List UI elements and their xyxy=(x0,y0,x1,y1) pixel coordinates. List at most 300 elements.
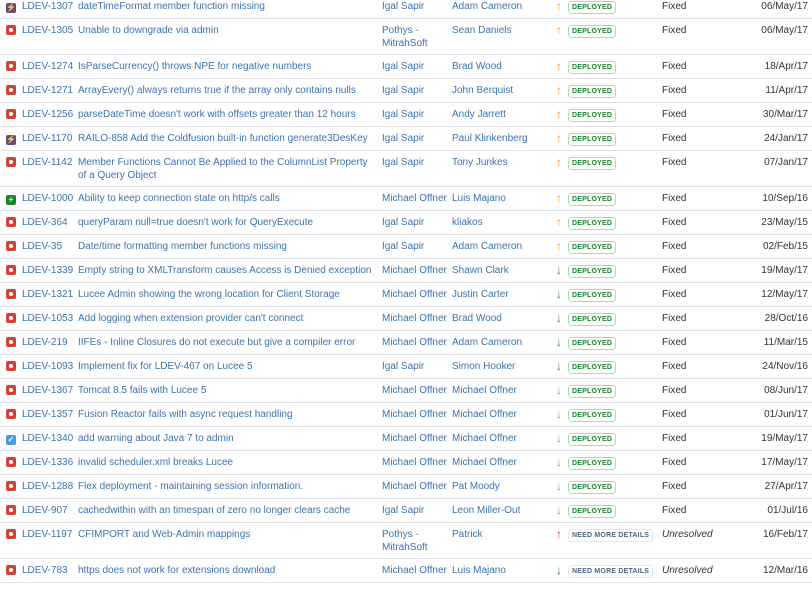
issue-reporter-link[interactable]: kliakos xyxy=(452,217,483,228)
issue-type-cell xyxy=(0,475,22,499)
issue-resolution-cell xyxy=(662,283,750,307)
issue-assignee-link[interactable]: Pothys - MitrahSoft xyxy=(382,25,428,49)
issue-assignee-link[interactable]: Igal Sapir xyxy=(382,361,425,372)
issue-reporter-link[interactable]: Patrick xyxy=(452,529,483,540)
issue-reporter-link[interactable]: Luis Majano xyxy=(452,193,506,204)
issue-summary-link[interactable]: dateTimeFormat member function missing xyxy=(78,1,265,12)
issue-reporter-link[interactable]: Tony Junkes xyxy=(452,157,508,168)
issue-reporter-link[interactable]: Shawn Clark xyxy=(452,265,509,276)
issue-resolution-cell xyxy=(662,523,750,559)
issue-resolution: Fixed xyxy=(662,193,687,204)
issue-resolution-cell xyxy=(662,475,750,499)
issue-row[interactable] xyxy=(0,151,812,187)
issue-row[interactable] xyxy=(0,499,812,523)
issue-resolution-cell xyxy=(662,451,750,475)
issue-assignee-cell xyxy=(382,331,452,355)
issue-summary-cell xyxy=(78,55,382,79)
issue-assignee-link[interactable]: Michael Offner xyxy=(382,481,447,492)
issue-resolution: Fixed xyxy=(662,109,687,120)
issue-reporter-link[interactable]: Adam Cameron xyxy=(452,337,523,348)
issue-key-cell xyxy=(22,259,78,283)
issue-priority-cell xyxy=(550,259,568,283)
issue-key-cell xyxy=(22,187,78,211)
issue-reporter-cell xyxy=(452,259,550,283)
issue-status-cell xyxy=(568,523,662,559)
issue-row[interactable] xyxy=(0,127,812,151)
issue-assignee-link[interactable]: Michael Offner xyxy=(382,457,447,468)
issue-date-cell xyxy=(750,103,812,127)
issue-type-cell xyxy=(0,187,22,211)
issue-priority-cell xyxy=(550,79,568,103)
issue-status-cell xyxy=(568,103,662,127)
issue-key-link[interactable]: LDEV-1274 xyxy=(22,61,74,72)
issue-resolution: Fixed xyxy=(662,1,687,12)
issue-key-cell xyxy=(22,451,78,475)
status-lozenge: DEPLOYED xyxy=(568,457,616,470)
issue-key-link[interactable]: LDEV-1340 xyxy=(22,433,74,444)
status-lozenge: NEED MORE DETAILS xyxy=(568,565,653,578)
issue-assignee-link[interactable]: Igal Sapir xyxy=(382,505,425,516)
issue-summary-link[interactable]: cachedwithin with an timespan of zero no longer clears cache xyxy=(78,505,351,516)
issue-key-link[interactable]: LDEV-1336 xyxy=(22,457,74,468)
issue-reporter-link[interactable]: Michael Offner xyxy=(452,385,517,396)
issue-summary-link[interactable]: parseDateTime doesn't work with offsets greater than 12 hours xyxy=(78,109,356,120)
status-lozenge: DEPLOYED xyxy=(568,289,616,302)
issue-date-cell xyxy=(750,355,812,379)
issue-assignee-link[interactable]: Michael Offner xyxy=(382,337,447,348)
issue-summary-cell xyxy=(78,355,382,379)
issue-priority-cell xyxy=(550,211,568,235)
issue-date-cell xyxy=(750,307,812,331)
issue-row[interactable] xyxy=(0,379,812,403)
issue-updated-date: 06/May/17 xyxy=(761,1,808,12)
issue-summary-cell xyxy=(78,451,382,475)
issue-reporter-link[interactable]: Simon Hooker xyxy=(452,361,516,372)
issue-status-cell xyxy=(568,0,662,19)
priority-critical-icon: ↑ xyxy=(556,527,562,541)
issue-row[interactable] xyxy=(0,559,812,583)
issue-resolution: Fixed xyxy=(662,361,687,372)
issue-summary-link[interactable]: Date/time formatting member functions missing xyxy=(78,241,287,252)
priority-minor-icon: ↓ xyxy=(556,359,562,373)
issue-summary-link[interactable]: Tomcat 8.5 fails with Lucee 5 xyxy=(78,385,207,396)
issue-assignee-cell xyxy=(382,103,452,127)
issue-row[interactable] xyxy=(0,475,812,499)
bug-icon xyxy=(6,505,16,515)
priority-major-icon: ↑ xyxy=(556,239,562,253)
issue-resolution: Fixed xyxy=(662,385,687,396)
issue-key-link[interactable]: LDEV-1142 xyxy=(22,157,73,168)
issue-resolution: Fixed xyxy=(662,217,687,228)
issue-key-link[interactable]: LDEV-364 xyxy=(22,217,68,228)
issue-row[interactable] xyxy=(0,331,812,355)
issue-assignee-link[interactable]: Michael Offner xyxy=(382,193,447,204)
issue-assignee-cell xyxy=(382,355,452,379)
issue-key-cell xyxy=(22,331,78,355)
issue-resolution: Fixed xyxy=(662,157,687,168)
issue-key-link[interactable]: LDEV-35 xyxy=(22,241,63,252)
issue-priority-cell xyxy=(550,331,568,355)
status-lozenge: DEPLOYED xyxy=(568,409,616,422)
issue-row[interactable] xyxy=(0,235,812,259)
issue-date-cell xyxy=(750,559,812,583)
issue-status-cell xyxy=(568,451,662,475)
issue-updated-date: 10/Sep/16 xyxy=(762,193,808,204)
issue-date-cell xyxy=(750,79,812,103)
issue-reporter-cell xyxy=(452,211,550,235)
issue-assignee-cell xyxy=(382,151,452,187)
issue-assignee-link[interactable]: Igal Sapir xyxy=(382,1,425,12)
issue-summary-link[interactable]: Ability to keep connection state on http/s calls xyxy=(78,193,280,204)
issue-status-cell xyxy=(568,235,662,259)
issue-date-cell xyxy=(750,475,812,499)
issue-key-link[interactable]: LDEV-1093 xyxy=(22,361,74,372)
issue-type-cell xyxy=(0,259,22,283)
issue-reporter-link[interactable]: Luis Majano xyxy=(452,565,506,576)
improvement-icon: ⚡ xyxy=(6,135,16,144)
issue-assignee-link[interactable]: Michael Offner xyxy=(382,313,447,324)
issue-updated-date: 08/Jun/17 xyxy=(764,385,808,396)
bug-icon xyxy=(6,157,16,167)
issue-summary-link[interactable]: https does not work for extensions download xyxy=(78,565,276,576)
issue-key-cell xyxy=(22,55,78,79)
priority-major-icon: ↑ xyxy=(556,131,562,145)
issue-key-link[interactable]: LDEV-1367 xyxy=(22,385,74,396)
issue-summary-cell xyxy=(78,499,382,523)
issue-assignee-cell xyxy=(382,259,452,283)
issue-key-cell xyxy=(22,211,78,235)
priority-trivial-icon: ↓ xyxy=(556,479,562,493)
issue-summary-link[interactable]: Fusion Reactor fails with async request handling xyxy=(78,409,293,420)
issue-summary-link[interactable]: add warning about Java 7 to admin xyxy=(78,433,234,444)
issue-resolution-cell xyxy=(662,79,750,103)
issue-date-cell xyxy=(750,403,812,427)
issue-assignee-link[interactable]: Michael Offner xyxy=(382,565,447,576)
issue-resolution: Unresolved xyxy=(662,529,713,540)
priority-major-icon: ↑ xyxy=(556,215,562,229)
issue-key-link[interactable]: LDEV-1271 xyxy=(22,85,74,96)
issue-assignee-link[interactable]: Michael Offner xyxy=(382,385,447,396)
issue-row[interactable] xyxy=(0,307,812,331)
issue-status-cell xyxy=(568,19,662,55)
issue-summary-cell xyxy=(78,0,382,19)
issue-row[interactable] xyxy=(0,427,812,451)
status-lozenge: DEPLOYED xyxy=(568,25,616,38)
issue-row[interactable] xyxy=(0,451,812,475)
issue-type-cell xyxy=(0,211,22,235)
issue-row[interactable] xyxy=(0,187,812,211)
issue-summary-link[interactable]: ArrayEvery() always returns true if the array only contains nulls xyxy=(78,85,356,96)
issue-row[interactable] xyxy=(0,259,812,283)
issue-key-link[interactable]: LDEV-1288 xyxy=(22,481,74,492)
issue-priority-cell xyxy=(550,55,568,79)
issue-assignee-cell xyxy=(382,283,452,307)
status-lozenge: DEPLOYED xyxy=(568,133,616,146)
issue-reporter-link[interactable]: John Berquist xyxy=(452,85,514,96)
issue-assignee-link[interactable]: Igal Sapir xyxy=(382,109,425,120)
issue-type-cell xyxy=(0,559,22,583)
issue-summary-link[interactable]: Unable to downgrade via admin xyxy=(78,25,219,36)
issue-updated-date: 28/Oct/16 xyxy=(764,313,808,324)
issue-key-cell xyxy=(22,127,78,151)
issue-type-cell xyxy=(0,151,22,187)
issue-reporter-link[interactable]: Justin Carter xyxy=(452,289,509,300)
task-checkbox-icon: ✓ xyxy=(7,435,15,444)
issue-reporter-link[interactable]: Andy Jarrett xyxy=(452,109,506,120)
issue-updated-date: 01/Jul/16 xyxy=(767,505,808,516)
issue-assignee-cell xyxy=(382,0,452,19)
issue-priority-cell xyxy=(550,103,568,127)
issue-type-cell xyxy=(0,55,22,79)
issue-reporter-link[interactable]: Michael Offner xyxy=(452,409,517,420)
issue-resolution-cell xyxy=(662,331,750,355)
issue-reporter-cell xyxy=(452,151,550,187)
issue-summary-cell xyxy=(78,403,382,427)
issue-key-link[interactable]: LDEV-783 xyxy=(22,565,68,576)
issue-priority-cell xyxy=(550,403,568,427)
issue-row[interactable] xyxy=(0,103,812,127)
issue-key-cell xyxy=(22,427,78,451)
issue-status-cell xyxy=(568,55,662,79)
issue-priority-cell xyxy=(550,19,568,55)
issue-resolution: Unresolved xyxy=(662,565,713,576)
issue-reporter-cell xyxy=(452,331,550,355)
issue-key-link[interactable]: LDEV-1053 xyxy=(22,313,74,324)
issue-summary-link[interactable]: Add logging when extension provider can't connect xyxy=(78,313,304,324)
issue-row[interactable] xyxy=(0,403,812,427)
issue-summary-link[interactable]: IIFEs - Inline Closures do not execute but give a compiler error xyxy=(78,337,356,348)
priority-minor-icon: ↓ xyxy=(556,335,562,349)
bug-icon xyxy=(6,337,16,347)
issue-key-link[interactable]: LDEV-1321 xyxy=(22,289,74,300)
issue-summary-link[interactable]: RAILO-858 Add the Coldfusion built-in function generate3DesKey xyxy=(78,133,368,144)
issue-type-cell xyxy=(0,79,22,103)
issue-type-cell xyxy=(0,127,22,151)
issue-type-cell xyxy=(0,451,22,475)
issue-status-cell xyxy=(568,331,662,355)
issue-key-link[interactable]: LDEV-1170 xyxy=(22,133,73,144)
issue-assignee-link[interactable]: Igal Sapir xyxy=(382,133,425,144)
issue-assignee-cell xyxy=(382,559,452,583)
priority-trivial-icon: ↓ xyxy=(556,431,562,445)
issue-priority-cell xyxy=(550,307,568,331)
priority-major-icon: ↑ xyxy=(556,0,562,13)
issue-summary-cell xyxy=(78,283,382,307)
issue-row[interactable] xyxy=(0,211,812,235)
issue-reporter-link[interactable]: Sean Daniels xyxy=(452,25,512,36)
issue-reporter-link[interactable]: Michael Offner xyxy=(452,457,517,468)
issue-reporter-link[interactable]: Leon Miller-Out xyxy=(452,505,521,516)
issue-resolution: Fixed xyxy=(662,289,687,300)
issue-date-cell xyxy=(750,151,812,187)
issue-assignee-cell xyxy=(382,55,452,79)
priority-minor-icon: ↓ xyxy=(556,311,562,325)
issue-reporter-link[interactable]: Brad Wood xyxy=(452,313,502,324)
issue-status-cell xyxy=(568,127,662,151)
issue-resolution-cell xyxy=(662,235,750,259)
issue-assignee-link[interactable]: Michael Offner xyxy=(382,433,447,444)
issue-reporter-cell xyxy=(452,235,550,259)
status-lozenge: DEPLOYED xyxy=(568,157,616,170)
issue-status-cell xyxy=(568,403,662,427)
issue-updated-date: 11/Mar/15 xyxy=(763,337,808,348)
status-lozenge: DEPLOYED xyxy=(568,481,616,494)
issue-row[interactable] xyxy=(0,355,812,379)
issue-reporter-cell xyxy=(452,19,550,55)
issue-summary-cell xyxy=(78,187,382,211)
issue-key-link[interactable]: LDEV-1305 xyxy=(22,25,74,36)
issue-row[interactable] xyxy=(0,19,812,55)
issue-assignee-link[interactable]: Igal Sapir xyxy=(382,241,425,252)
issue-resolution-cell xyxy=(662,559,750,583)
issue-summary-link[interactable]: Flex deployment - maintaining session information. xyxy=(78,481,304,492)
issue-summary-cell xyxy=(78,379,382,403)
new-feature-icon: + xyxy=(6,195,16,205)
issue-row[interactable] xyxy=(0,55,812,79)
issue-status-cell xyxy=(568,559,662,583)
issue-status-cell xyxy=(568,259,662,283)
issue-resolution-cell xyxy=(662,0,750,19)
issue-key-cell xyxy=(22,523,78,559)
issue-resolution-cell xyxy=(662,379,750,403)
issue-assignee-link[interactable]: Igal Sapir xyxy=(382,85,425,96)
issue-key-link[interactable]: LDEV-1307 xyxy=(22,1,74,12)
priority-major-icon: ↑ xyxy=(556,83,562,97)
issue-reporter-cell xyxy=(452,355,550,379)
issue-key-cell xyxy=(22,307,78,331)
status-lozenge: DEPLOYED xyxy=(568,85,616,98)
issue-key-link[interactable]: LDEV-1000 xyxy=(22,193,74,204)
issue-assignee-link[interactable]: Michael Offner xyxy=(382,289,447,300)
issue-reporter-cell xyxy=(452,475,550,499)
issue-status-cell xyxy=(568,355,662,379)
bug-icon xyxy=(6,109,16,119)
issue-summary-cell xyxy=(78,79,382,103)
issue-resolution-cell xyxy=(662,19,750,55)
issue-key-link[interactable]: LDEV-1357 xyxy=(22,409,74,420)
bug-icon xyxy=(6,265,16,275)
issue-key-cell xyxy=(22,235,78,259)
issue-resolution-cell xyxy=(662,307,750,331)
issue-row[interactable] xyxy=(0,0,812,19)
issue-key-link[interactable]: LDEV-1256 xyxy=(22,109,74,120)
issue-summary-cell xyxy=(78,475,382,499)
issue-type-cell xyxy=(0,235,22,259)
issue-summary-link[interactable]: Member Functions Cannot Be Applied to the ColumnList Property of a Query Object xyxy=(78,157,368,181)
issue-summary-link[interactable]: Implement fix for LDEV-467 on Lucee 5 xyxy=(78,361,253,372)
issue-key-link[interactable]: LDEV-219 xyxy=(22,337,68,348)
issue-key-link[interactable]: LDEV-1339 xyxy=(22,265,74,276)
issue-key-cell xyxy=(22,79,78,103)
issue-key-link[interactable]: LDEV-1197 xyxy=(22,529,73,540)
issue-assignee-cell xyxy=(382,211,452,235)
issue-summary-link[interactable]: Lucee Admin showing the wrong location for Client Storage xyxy=(78,289,340,300)
issue-assignee-link[interactable]: Pothys - MitrahSoft xyxy=(382,529,428,553)
issue-assignee-link[interactable]: Michael Offner xyxy=(382,409,447,420)
bug-icon xyxy=(6,313,16,323)
issue-assignee-link[interactable]: Igal Sapir xyxy=(382,157,425,168)
issue-updated-date: 12/Mar/16 xyxy=(762,565,808,576)
issue-assignee-link[interactable]: Michael Offner xyxy=(382,265,447,276)
issue-priority-cell xyxy=(550,235,568,259)
issue-summary-link[interactable]: IsParseCurrency() throws NPE for negative numbers xyxy=(78,61,312,72)
issue-updated-date: 30/Mar/17 xyxy=(762,109,808,120)
issue-summary-cell xyxy=(78,559,382,583)
issue-date-cell xyxy=(750,19,812,55)
issue-summary-cell xyxy=(78,19,382,55)
priority-major-icon: ↑ xyxy=(556,155,562,169)
issue-resolution: Fixed xyxy=(662,61,687,72)
bug-icon xyxy=(6,361,16,371)
issue-summary-link[interactable]: invalid scheduler.xml breaks Lucee xyxy=(78,457,234,468)
issue-resolution-cell xyxy=(662,499,750,523)
issue-updated-date: 19/May/17 xyxy=(761,433,808,444)
issue-key-link[interactable]: LDEV-907 xyxy=(22,505,68,516)
issue-summary-cell xyxy=(78,151,382,187)
status-lozenge: DEPLOYED xyxy=(568,385,616,398)
issue-resolution: Fixed xyxy=(662,25,687,36)
bug-icon xyxy=(6,217,16,227)
bug-icon xyxy=(6,241,16,251)
bug-icon xyxy=(6,529,16,539)
issue-reporter-cell xyxy=(452,403,550,427)
bug-icon xyxy=(6,61,16,71)
issue-type-cell xyxy=(0,403,22,427)
issue-row[interactable] xyxy=(0,79,812,103)
issue-resolution-cell xyxy=(662,427,750,451)
issue-type-cell xyxy=(0,523,22,559)
issue-priority-cell xyxy=(550,559,568,583)
status-lozenge: DEPLOYED xyxy=(568,1,616,14)
issue-resolution: Fixed xyxy=(662,433,687,444)
priority-minor-icon: ↓ xyxy=(556,263,562,277)
issue-priority-cell xyxy=(550,355,568,379)
issue-summary-cell xyxy=(78,235,382,259)
issue-type-cell xyxy=(0,379,22,403)
issue-status-cell xyxy=(568,499,662,523)
issue-reporter-cell xyxy=(452,0,550,19)
issue-reporter-link[interactable]: Paul Klinkenberg xyxy=(452,133,528,144)
issue-assignee-link[interactable]: Igal Sapir xyxy=(382,217,425,228)
bug-icon xyxy=(6,565,16,575)
status-lozenge: DEPLOYED xyxy=(568,433,616,446)
issue-row[interactable] xyxy=(0,283,812,307)
issue-summary-link[interactable]: Empty string to XMLTransform causes Access is Denied exception xyxy=(78,265,372,276)
issue-assignee-cell xyxy=(382,79,452,103)
issue-reporter-cell xyxy=(452,523,550,559)
issue-row[interactable] xyxy=(0,523,812,559)
issue-summary-link[interactable]: CFIMPORT and Web-Admin mappings xyxy=(78,529,251,540)
issue-key-cell xyxy=(22,355,78,379)
issue-assignee-cell xyxy=(382,187,452,211)
issue-reporter-cell xyxy=(452,379,550,403)
bug-icon xyxy=(6,85,16,95)
status-lozenge: DEPLOYED xyxy=(568,193,616,206)
issue-reporter-link[interactable]: Adam Cameron xyxy=(452,241,523,252)
issue-key-cell xyxy=(22,379,78,403)
issue-reporter-link[interactable]: Pat Moody xyxy=(452,481,500,492)
issue-priority-cell xyxy=(550,127,568,151)
issue-resolution-cell xyxy=(662,403,750,427)
issue-assignee-link[interactable]: Igal Sapir xyxy=(382,61,425,72)
issue-reporter-cell xyxy=(452,559,550,583)
issue-key-cell xyxy=(22,283,78,307)
issue-reporter-link[interactable]: Brad Wood xyxy=(452,61,502,72)
issue-reporter-link[interactable]: Michael Offner xyxy=(452,433,517,444)
issue-resolution: Fixed xyxy=(662,85,687,96)
issue-reporter-link[interactable]: Adam Cameron xyxy=(452,1,523,12)
issue-summary-link[interactable]: queryParam null=true doesn't work for QueryExecute xyxy=(78,217,314,228)
